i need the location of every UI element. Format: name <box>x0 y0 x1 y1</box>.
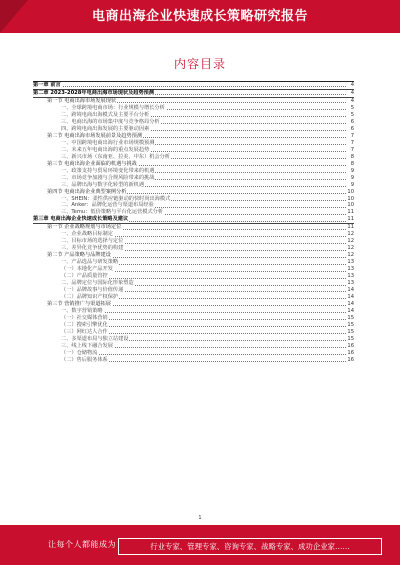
toc-entry-page: 11 <box>347 216 354 223</box>
toc-entry[interactable] <box>33 126 354 133</box>
toc-entry-page: 16 <box>347 342 354 349</box>
toc-entry-page: 15 <box>347 321 354 328</box>
toc-entry-page: 10 <box>347 188 354 195</box>
toc-entry-title: 第二节 电商出海市场发展前景及趋势预测 <box>33 133 143 140</box>
toc-entry-title: 一、数字营销策略 <box>33 308 104 315</box>
toc-entry-title: 二、市场竞争加剧与合规风险带来的挑战 <box>33 175 155 182</box>
toc-entry[interactable] <box>33 308 354 315</box>
toc-entry-page: 4 <box>346 98 354 105</box>
toc-entry-title: 第一节 电商出海市场发展现状 <box>33 98 117 105</box>
toc-entry-title: 一、中国跨境电商出海行业市场规模预测 <box>33 140 155 147</box>
toc-entry-title: 一、产品选品与研发策略 <box>33 259 119 266</box>
toc-entry-page: 16 <box>347 349 354 356</box>
report-header <box>0 0 400 33</box>
toc-entry-page: 13 <box>347 266 354 273</box>
toc-entry-page: 9 <box>346 182 354 189</box>
toc-entry-page: 5 <box>346 105 354 112</box>
toc-entry-title: 第一节 企业战略规划与市场定位 <box>33 224 122 231</box>
toc-entry[interactable] <box>33 140 354 147</box>
toc-entry-page: 14 <box>347 287 354 294</box>
toc-entry-title: 三、差异化竞争优势的构建 <box>33 245 124 252</box>
toc-entry-page: 11 <box>347 224 354 231</box>
toc-entry[interactable] <box>33 336 354 343</box>
toc-entry[interactable] <box>33 154 354 161</box>
toc-entry-title: （二）产品质量管控 <box>33 273 109 280</box>
toc-entry-page: 16 <box>347 356 354 363</box>
toc-entry[interactable] <box>33 182 354 189</box>
toc-entry-page: 14 <box>347 308 354 314</box>
table-of-contents <box>33 81 354 364</box>
toc-entry-title: 三、品牌出海与数字化转型的新机遇 <box>33 182 145 189</box>
toc-entry-title: 三、新兴市场（东南亚、拉美、中东）机会分析 <box>33 154 171 161</box>
toc-entry-page: 10 <box>347 202 354 209</box>
toc-entry-page: 14 <box>347 301 354 308</box>
toc-entry-title: 第二章 2023-2028年电商出海市场现状及趋势预测 <box>33 89 155 96</box>
toc-entry-title: （一）品牌故事与价值传递 <box>33 287 124 294</box>
toc-entry-page: 13 <box>347 280 354 287</box>
toc-entry-page: 5 <box>346 112 354 119</box>
toc-entry-title: 四、跨境电商出海发展的主要驱动因素 <box>33 126 150 133</box>
toc-entry[interactable] <box>33 105 354 112</box>
toc-entry-title: 二、品牌定位与国际化形象塑造 <box>33 280 135 287</box>
report-footer <box>0 525 400 565</box>
toc-entry[interactable] <box>33 294 354 301</box>
toc-entry[interactable] <box>33 301 354 308</box>
toc-entry-page: 7 <box>346 133 354 140</box>
toc-entry-page: 9 <box>346 168 354 175</box>
toc-entry-title: 二、多渠道布局与独立站建设 <box>33 336 129 343</box>
toc-entry[interactable] <box>33 98 354 105</box>
toc-entry-title: 第三节 营销推广与渠道拓展 <box>33 301 112 308</box>
toc-entry[interactable] <box>33 161 354 168</box>
toc-entry-page: 15 <box>347 328 354 335</box>
toc-entry-page: 8 <box>346 154 354 161</box>
toc-entry-page: 10 <box>347 195 354 202</box>
toc-entry-page: 11 <box>347 209 354 216</box>
toc-entry[interactable] <box>33 119 354 126</box>
toc-entry-title: 第三节 电商出海企业面临的机遇与挑战 <box>33 161 138 168</box>
footer-roles-box: 行业专家、管理专家、咨询专家、战略专家、成功企业家…… <box>118 538 382 555</box>
toc-entry-page: 9 <box>346 175 354 182</box>
toc-entry-title: （一）本地化产品开发 <box>33 266 114 273</box>
toc-entry-title: （一）社交媒体营销 <box>33 315 109 322</box>
toc-entry-title: 第一章 前言 <box>33 82 61 88</box>
toc-entry-page: 6 <box>346 119 354 126</box>
footer-slogan: 让每个人都能成为 <box>48 540 116 549</box>
toc-entry-title: 第三章 电商出海企业快速成长策略及建议 <box>33 216 129 223</box>
toc-entry-page: 13 <box>347 259 354 266</box>
toc-entry-title: 三、电商出海的市场集中度与竞争格局分析 <box>33 119 161 126</box>
toc-entry[interactable] <box>33 357 354 364</box>
toc-entry-title: （三）网红达人合作 <box>33 329 109 336</box>
toc-entry-page: 13 <box>347 273 354 280</box>
toc-entry-title: （二）售后服务体系 <box>33 357 109 364</box>
toc-entry-page: 15 <box>347 335 354 342</box>
toc-entry-page: 12 <box>347 238 354 245</box>
toc-entry[interactable] <box>33 133 354 140</box>
toc-entry[interactable] <box>33 112 354 119</box>
toc-entry-title: 三、线上线下融合发展 <box>33 343 114 350</box>
toc-entry-page: 15 <box>347 314 354 321</box>
toc-entry-title: 第四节 电商出海企业典型案例分析 <box>33 189 127 196</box>
toc-entry-page: 7 <box>346 140 354 147</box>
toc-entry-title: 二、跨境电商出海模式及主要平台分析 <box>33 112 150 119</box>
report-title: 电商出海企业快速成长策略研究报告 <box>91 9 308 24</box>
toc-entry[interactable] <box>33 329 354 336</box>
toc-entry-page: 12 <box>347 252 354 259</box>
toc-entry-title: 一、SHEIN：柔性供应链驱动的快时尚出海模式 <box>33 196 171 203</box>
toc-entry[interactable] <box>33 350 354 357</box>
toc-entry[interactable] <box>33 343 354 350</box>
toc-entry[interactable] <box>33 315 354 322</box>
toc-entry-page: 4 <box>346 82 354 89</box>
toc-leader-dots <box>33 86 346 87</box>
toc-entry-page: 12 <box>347 245 354 252</box>
toc-entry-title: （一）仓储物流 <box>33 350 98 357</box>
toc-entry-title: 二、目标市场的选择与定位 <box>33 238 124 245</box>
toc-entry[interactable] <box>33 168 354 175</box>
toc-entry-title: 第二节 产品策略与品牌建设 <box>33 252 112 259</box>
toc-entry-page: 4 <box>346 90 354 97</box>
toc-entry-title: 三、Temu：低价策略与平台化运营模式分析 <box>33 209 164 216</box>
toc-entry[interactable] <box>33 147 354 154</box>
toc-entry[interactable] <box>33 81 354 90</box>
toc-entry-page: 7 <box>346 147 354 154</box>
toc-entry-title: 二、未来五年电商出海的重点发展趋势 <box>33 147 150 154</box>
page-number: 1 <box>198 515 202 521</box>
toc-entry-page: 14 <box>347 294 354 301</box>
toc-entry-title: （二）搜索引擎优化 <box>33 322 109 329</box>
toc-entry[interactable] <box>33 90 354 98</box>
toc-entry-title: 一、全球跨境电商市场：行业规模与增长分析 <box>33 105 166 112</box>
toc-heading: 内容目录 <box>173 57 226 71</box>
toc-entry-page: 12 <box>347 231 354 238</box>
toc-entry[interactable] <box>33 175 354 182</box>
toc-entry-title: 一、政策支持与贸易环境变化带来的机遇 <box>33 168 155 175</box>
toc-entry-title: 二、Anker：品牌化运营与渠道布局经验 <box>33 202 155 209</box>
toc-entry-title: （二）品牌知识产权保护 <box>33 294 119 301</box>
toc-entry[interactable] <box>33 322 354 329</box>
toc-entry-page: 8 <box>346 161 354 168</box>
toc-entry-page: 6 <box>346 126 354 133</box>
toc-entry-title: 一、企业战略目标制定 <box>33 231 114 238</box>
toc-entry[interactable] <box>33 189 354 196</box>
